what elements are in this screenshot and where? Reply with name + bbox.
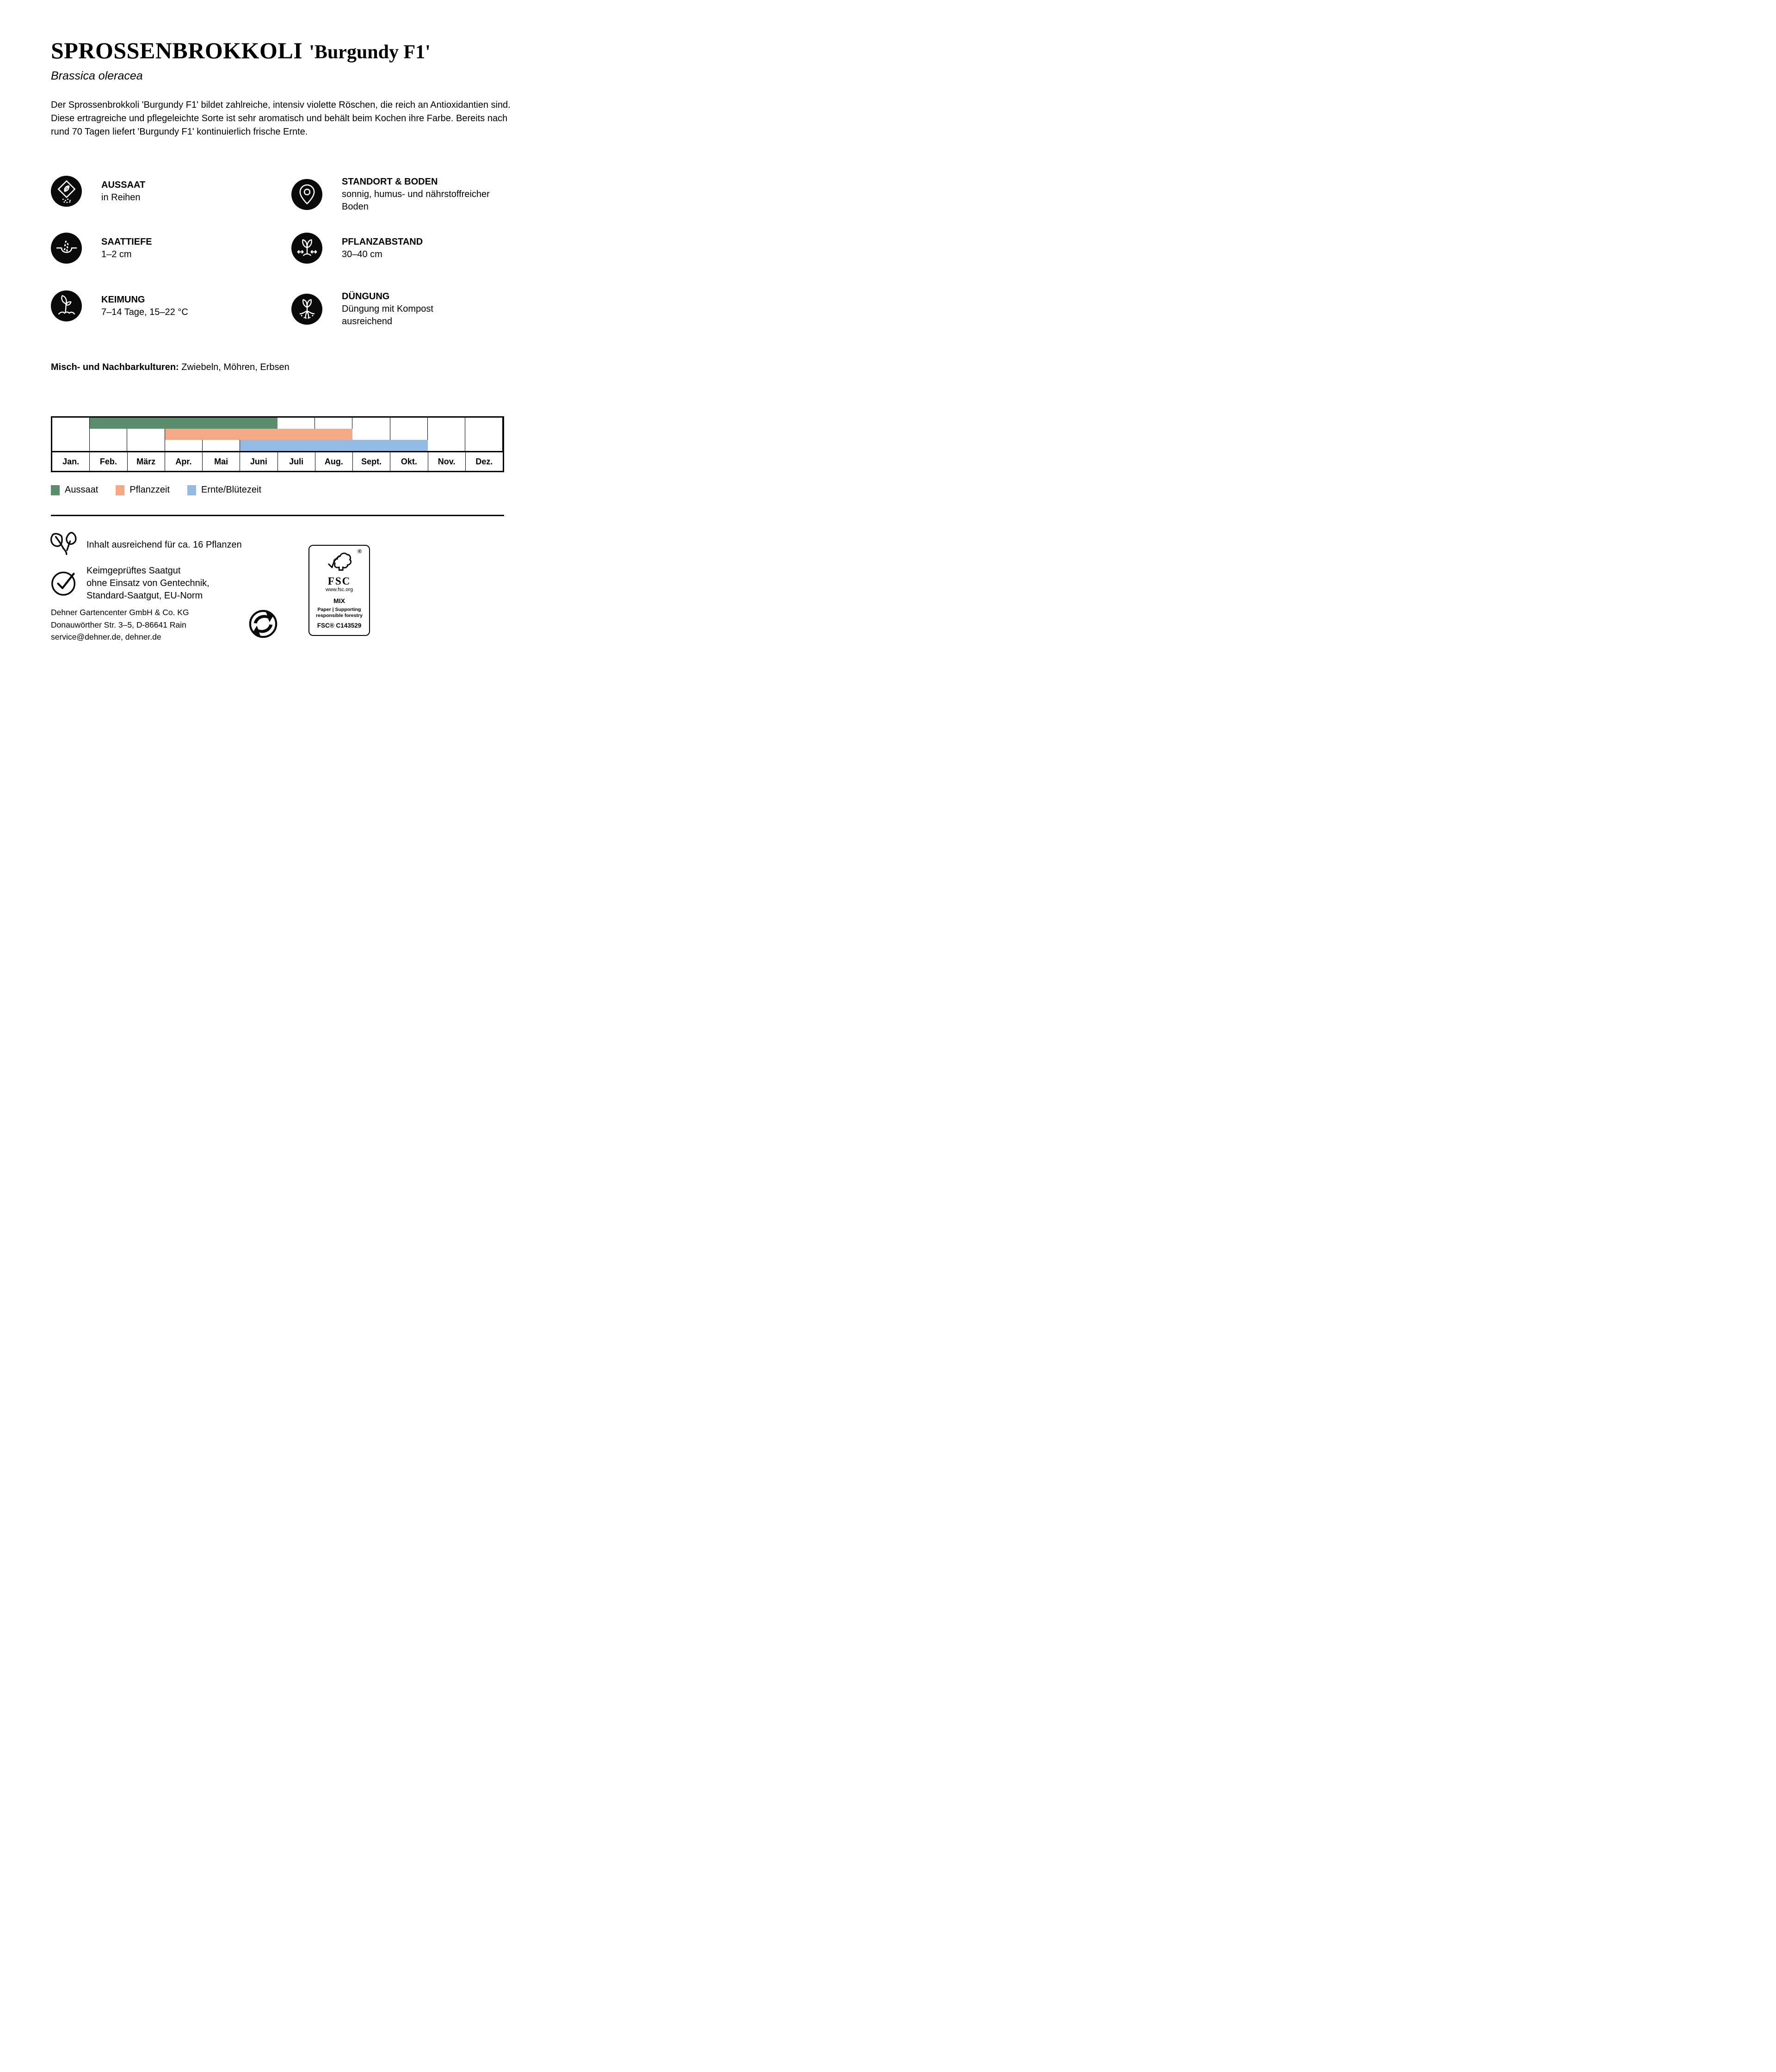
fsc-tree-icon [327,549,352,575]
month-label: März [128,452,165,471]
info-item-pflanzabstand [291,233,423,264]
plant-spacing-icon [291,233,322,264]
seed-packet-back-label [0,0,592,691]
legend-swatch [116,485,124,495]
fsc-logo-row [311,549,367,576]
month-label: Juni [240,452,278,471]
legend-label: Ernte/Blütezeit [201,485,262,495]
variety-name: 'Burgundy F1' [309,42,431,63]
legend-label: Aussaat [65,485,99,495]
info-label: PFLANZABSTAND [342,236,423,247]
info-value: Düngung mit Kompost ausreichend [342,304,433,327]
page-title [51,37,431,64]
manufacturer-address [51,606,189,643]
info-value: 7–14 Tage, 15–22 °C [101,307,188,317]
info-value: in Reihen [101,192,141,203]
product-description: Der Sprossenbrokkoli 'Burgundy F1' bildet zahlreiche, intensiv violette Röschen, die reich an Antioxidantien sind. Diese ertragreiche und pflegeleichte Sorte ist sehr aromatisch und behält beim Kochen ihre Farbe. Bereits nach rund 70 Tagen liefert 'Burgundy F1' kontinuierlich frische Ernte. [51,100,511,137]
info-item-aussaat [51,176,145,207]
fsc-description [311,607,367,618]
quality-line: Keimgeprüftes Saatgut [86,566,181,576]
companion-label: Misch- und Nachbarkulturen: [51,362,179,372]
fsc-url: www.fsc.org [325,587,353,592]
month-grid-cell [428,418,465,451]
month-label: Feb. [90,452,127,471]
info-label: SAATTIEFE [101,236,152,247]
germination-icon [51,290,82,321]
botanical-name: Brassica oleracea [51,69,143,82]
fsc-grade: MIX [333,597,345,604]
month-label: Juli [278,452,315,471]
check-circle-icon [50,568,79,597]
info-label: KEIMUNG [101,294,145,305]
sowing-icon [51,176,82,207]
chart-bar-area [52,418,503,452]
legend-label: Pflanzzeit [130,485,170,495]
legend-swatch [187,485,196,495]
month-label: Aug. [315,452,353,471]
fertilizer-icon [291,294,322,325]
quality-line: ohne Einsatz von Gentechnik, [86,578,210,588]
chart-bar-ernte-bl-tezeit [240,440,428,451]
fsc-registered-mark: ® [358,548,362,555]
leaf-icon [48,530,80,560]
product-name: SPROSSENBROKKOLI [51,37,303,63]
legend-item [187,485,261,495]
info-item-saattiefe [51,233,152,264]
info-value: sonnig, humus- und nährstoffreicher Boden [342,189,490,212]
sowing-calendar-chart [51,416,504,472]
info-label: STANDORT & BODEN [342,177,438,187]
seed-depth-icon [51,233,82,264]
legend-swatch [51,485,60,495]
divider-rule [51,515,504,516]
content-note: Inhalt ausreichend für ca. 16 Pflanzen [86,540,242,550]
companion-plants [51,362,290,373]
info-value: 1–2 cm [101,249,132,259]
legend-item [51,485,98,495]
chart-bar-pflanzzeit [165,429,353,440]
chart-bar-aussaat [90,418,278,429]
month-label: Nov. [428,452,466,471]
info-label: AUSSAAT [101,179,146,190]
month-grid-cell [465,418,503,451]
info-item-standort [291,176,501,213]
month-label: Jan. [52,452,90,471]
seed-quality-note [86,565,210,602]
fsc-certification-box [308,545,370,636]
fsc-license-code: FSC® C143529 [317,622,362,629]
green-dot-recycling-icon [249,610,278,638]
month-label: Mai [203,452,240,471]
address-line: Dehner Gartencenter GmbH & Co. KG [51,608,189,617]
month-label: Apr. [165,452,203,471]
month-label: Dez. [475,456,493,466]
month-label: Okt. [390,452,428,471]
quality-line: Standard-Saatgut, EU-Norm [86,591,203,601]
month-grid-cell [52,418,90,451]
info-item-keimung [51,290,188,321]
legend-item [116,485,170,495]
companion-value: Zwiebeln, Möhren, Erbsen [181,362,290,372]
info-label: DÜNGUNG [342,291,390,302]
fsc-wordmark: FSC [327,575,351,587]
month-label: Sept. [353,452,390,471]
address-line: Donauwörther Str. 3–5, D-86641 Rain [51,620,186,629]
chart-legend [51,485,261,495]
address-line: service@dehner.de, dehner.de [51,632,161,641]
fsc-description-line: responsible forestry [316,612,363,618]
chart-month-row [52,452,503,471]
fsc-description-line: Paper | Supporting [317,607,361,612]
info-value: 30–40 cm [342,249,382,259]
info-item-duengung [291,290,441,328]
location-pin-icon [291,179,322,210]
